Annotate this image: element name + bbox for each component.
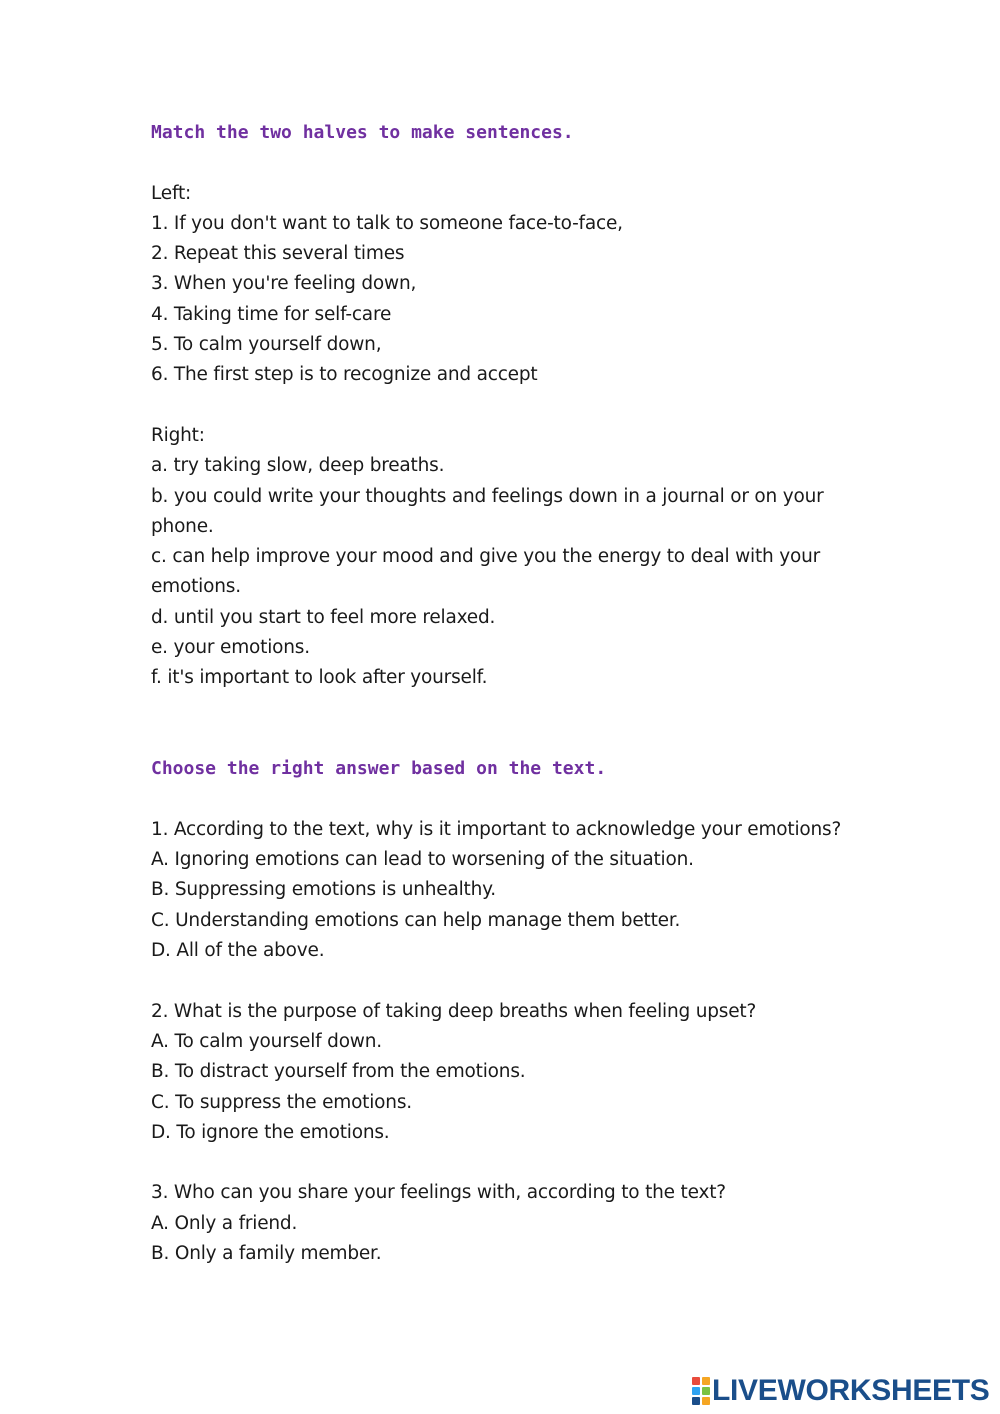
- spacer: [151, 1148, 891, 1178]
- answer-option: C. Understanding emotions can help manage them better.: [151, 909, 681, 931]
- answer-option: C. To suppress the emotions.: [151, 1091, 412, 1113]
- left-column-label: Left:: [151, 182, 192, 204]
- answer-option: D. All of the above.: [151, 940, 325, 962]
- question-block: [151, 815, 891, 966]
- question-text: 1. According to the text, why is it important to acknowledge your emotions?: [151, 818, 842, 840]
- question-block: [151, 997, 891, 1148]
- left-item: 3. When you're feeling down,: [151, 273, 417, 295]
- logo-square: [692, 1377, 700, 1385]
- right-item: e. your emotions.: [151, 637, 310, 659]
- liveworksheets-logo[interactable]: [692, 1374, 990, 1408]
- logo-square: [692, 1387, 700, 1395]
- section-heading-matching: Match the two halves to make sentences.: [151, 122, 574, 143]
- answer-option: A. Ignoring emotions can lead to worsening of the situation.: [151, 849, 694, 871]
- left-item: 2. Repeat this several times: [151, 243, 405, 265]
- right-item: c. can help improve your mood and give you the energy to deal with your emotions.: [151, 546, 821, 598]
- spacer: [151, 694, 891, 755]
- spacer: [151, 966, 891, 996]
- right-item: f. it's important to look after yourself.: [151, 667, 488, 689]
- left-item: 4. Taking time for self-care: [151, 303, 392, 325]
- right-item: b. you could write your thoughts and feelings down in a journal or on your phone.: [151, 485, 824, 537]
- section-heading-multiple-choice: Choose the right answer based on the text.: [151, 758, 607, 780]
- answer-option: A. Only a friend.: [151, 1212, 298, 1234]
- answer-option: B. To distract yourself from the emotions.: [151, 1061, 526, 1083]
- left-item: 1. If you don't want to talk to someone face-to-face,: [151, 212, 623, 234]
- logo-square: [702, 1377, 710, 1385]
- question-block: [151, 1178, 891, 1269]
- logo-square: [702, 1397, 710, 1405]
- worksheet-page: [151, 118, 891, 1269]
- liveworksheets-logo-icon: [692, 1377, 710, 1405]
- left-item: 5. To calm yourself down,: [151, 334, 382, 356]
- right-item: a. try taking slow, deep breaths.: [151, 455, 445, 477]
- question-text: 2. What is the purpose of taking deep breaths when feeling upset?: [151, 1000, 757, 1022]
- question-text: 3. Who can you share your feelings with, according to the text?: [151, 1182, 726, 1204]
- left-item: 6. The first step is to recognize and accept: [151, 364, 538, 386]
- logo-square: [702, 1387, 710, 1395]
- answer-option: D. To ignore the emotions.: [151, 1121, 390, 1143]
- answer-option: B. Only a family member.: [151, 1242, 382, 1264]
- logo-square: [692, 1397, 700, 1405]
- logo-text: LIVEWORKSHEETS: [712, 1374, 990, 1407]
- spacer: [151, 148, 891, 178]
- spacer: [151, 391, 891, 421]
- right-item: d. until you start to feel more relaxed.: [151, 606, 496, 628]
- answer-option: B. Suppressing emotions is unhealthy.: [151, 879, 496, 901]
- spacer: [151, 785, 891, 815]
- answer-option: A. To calm yourself down.: [151, 1030, 382, 1052]
- right-column-label: Right:: [151, 424, 205, 446]
